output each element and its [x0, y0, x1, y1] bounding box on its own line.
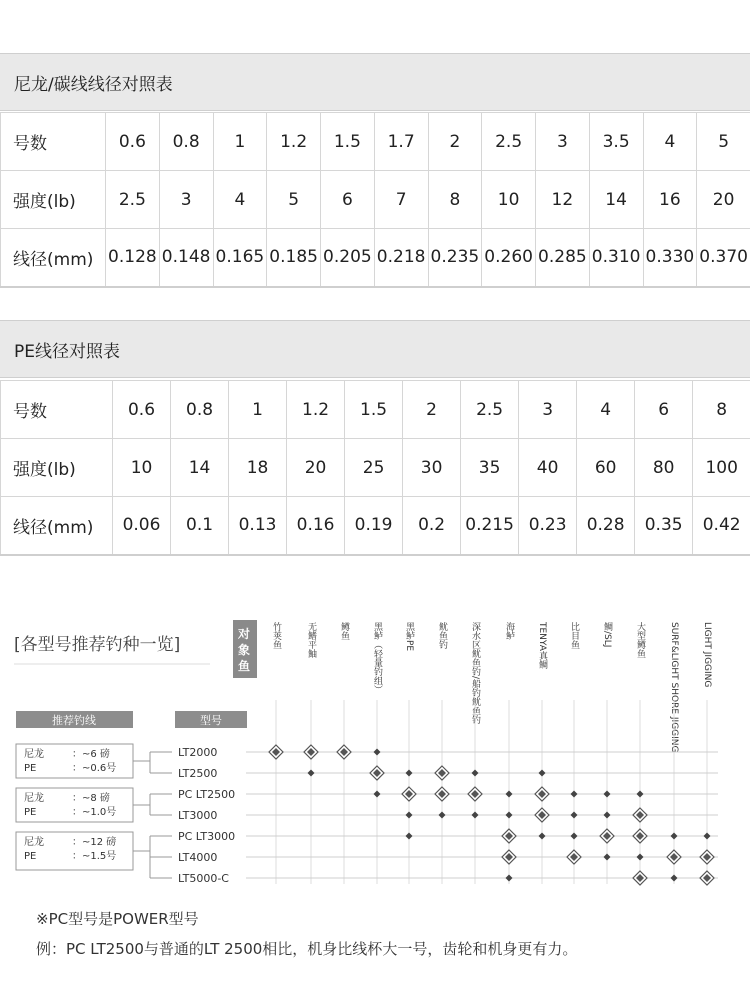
table-cell: 0.16 [287, 497, 345, 555]
table-cell: 0.8 [159, 113, 213, 171]
table-cell: 0.28 [577, 497, 635, 555]
table-cell: 0.218 [374, 229, 428, 287]
line-capacity-value: ：~1.5号 [72, 851, 117, 862]
fish-label: LIGHT JIGGING [702, 622, 712, 688]
table-cell: 10 [113, 439, 171, 497]
model-label: LT3000 [178, 809, 218, 822]
line-type-label: 尼龙 [24, 749, 44, 760]
model-label: PC LT2500 [178, 788, 236, 801]
diamond-small-icon [539, 833, 546, 840]
fish-label: 比目鱼 [569, 622, 579, 649]
line-type-label: PE [24, 807, 37, 818]
table-cell: 2.5 [482, 113, 536, 171]
table-cell: 0.06 [113, 497, 171, 555]
diamond-small-icon [506, 791, 513, 798]
table-cell: 1.5 [321, 113, 375, 171]
line-capacity-value: ：~6 磅 [72, 749, 110, 760]
line-type-label: 尼龙 [24, 837, 44, 848]
row-label: 线径(mm) [1, 497, 113, 555]
model-label: LT2000 [178, 746, 218, 759]
table-cell: 5 [267, 171, 321, 229]
fish-label: 鲷/SLJ [602, 622, 612, 648]
table-cell: 0.35 [635, 497, 693, 555]
diamond-small-icon [472, 770, 479, 777]
table-cell: 0.185 [267, 229, 321, 287]
table-cell: 1.2 [267, 113, 321, 171]
pe-section-title: PE线径对照表 [0, 320, 750, 378]
table-cell: 5 [697, 113, 750, 171]
table-cell: 1.2 [287, 381, 345, 439]
table-cell: 35 [461, 439, 519, 497]
table-row [1, 229, 750, 287]
table-cell: 40 [519, 439, 577, 497]
line-type-label: 尼龙 [24, 793, 44, 804]
row-label: 强度(lb) [1, 439, 113, 497]
table-cell: 6 [321, 171, 375, 229]
diamond-small-icon [406, 770, 413, 777]
table-cell: 2.5 [106, 171, 160, 229]
table-cell: 18 [229, 439, 287, 497]
nylon-section-title: 尼龙/碳线线径对照表 [0, 53, 750, 111]
table-cell: 0.6 [106, 113, 160, 171]
diamond-small-icon [406, 833, 413, 840]
diamond-small-icon [439, 812, 446, 819]
table-cell: 0.148 [159, 229, 213, 287]
diamond-small-icon [637, 854, 644, 861]
table-cell: 2.5 [461, 381, 519, 439]
table-cell: 20 [287, 439, 345, 497]
row-label: 强度(lb) [1, 171, 106, 229]
diamond-small-icon [374, 791, 381, 798]
table-cell: 25 [345, 439, 403, 497]
table-cell: 7 [374, 171, 428, 229]
table-cell: 0.42 [693, 497, 750, 555]
table-cell: 3 [159, 171, 213, 229]
table-row [1, 439, 750, 497]
table-cell: 0.330 [643, 229, 697, 287]
table-cell: 80 [635, 439, 693, 497]
diamond-small-icon [506, 875, 513, 882]
target-label-char: 鱼 [238, 659, 251, 673]
target-label-char: 象 [238, 643, 251, 657]
table-cell: 3 [519, 381, 577, 439]
table-cell: 30 [403, 439, 461, 497]
line-type-label: PE [24, 851, 37, 862]
table-row [1, 171, 750, 229]
fish-label: 大型鳟鱼 [635, 622, 645, 658]
diamond-small-icon [704, 833, 711, 840]
table-cell: 0.285 [536, 229, 590, 287]
fish-label: 海鲈 [504, 622, 514, 640]
line-capacity-value: ：~12 磅 [72, 837, 117, 848]
table-cell: 14 [589, 171, 643, 229]
model-label: LT4000 [178, 851, 218, 864]
table-cell: 4 [213, 171, 267, 229]
table-row [1, 381, 750, 439]
table-cell: 0.260 [482, 229, 536, 287]
diamond-small-icon [406, 812, 413, 819]
table-cell: 0.1 [171, 497, 229, 555]
fish-label: 深水区鱿鱼钓/船钓鱿鱼钓 [470, 622, 480, 725]
line-capacity-value: ：~0.6号 [72, 763, 117, 774]
table-cell: 6 [635, 381, 693, 439]
table-cell: 1 [213, 113, 267, 171]
model-label: PC LT3000 [178, 830, 236, 843]
table-cell: 2 [403, 381, 461, 439]
fish-label: 鳟鱼 [339, 622, 349, 640]
fish-label: 竹荚鱼 [271, 622, 281, 649]
diamond-small-icon [472, 812, 479, 819]
table-cell: 16 [643, 171, 697, 229]
table-cell: 3 [536, 113, 590, 171]
table-cell: 100 [693, 439, 750, 497]
row-label: 线径(mm) [1, 229, 106, 287]
diamond-small-icon [671, 875, 678, 882]
table-cell: 1.7 [374, 113, 428, 171]
diamond-small-icon [604, 812, 611, 819]
table-cell: 0.13 [229, 497, 287, 555]
table-cell: 4 [643, 113, 697, 171]
table-cell: 0.215 [461, 497, 519, 555]
model-header-label: 型号 [200, 714, 222, 727]
table-cell: 4 [577, 381, 635, 439]
diamond-small-icon [571, 833, 578, 840]
table-cell: 10 [482, 171, 536, 229]
diamond-small-icon [308, 770, 315, 777]
diamond-small-icon [637, 791, 644, 798]
table-cell: 12 [536, 171, 590, 229]
diamond-small-icon [604, 791, 611, 798]
table-cell: 20 [697, 171, 750, 229]
nylon-spec-table [0, 112, 750, 288]
fish-label: TENYA真鲷 [537, 622, 547, 669]
table-cell: 0.310 [589, 229, 643, 287]
table-cell: 8 [428, 171, 482, 229]
table-cell: 0.6 [113, 381, 171, 439]
table-cell: 2 [428, 113, 482, 171]
diamond-small-icon [671, 833, 678, 840]
chart-title: [各型号推荐钓种一览] [14, 635, 181, 655]
row-label: 号数 [1, 381, 113, 439]
line-capacity-value: ：~8 磅 [72, 793, 110, 804]
fish-label: 黑鲈（轻量钓组） [372, 622, 382, 694]
table-row [1, 497, 750, 555]
line-type-label: PE [24, 763, 37, 774]
target-label-char: 对 [238, 627, 251, 641]
table-cell: 1.5 [345, 381, 403, 439]
table-cell: 0.165 [213, 229, 267, 287]
diamond-small-icon [506, 812, 513, 819]
pe-spec-table [0, 380, 750, 556]
table-cell: 0.19 [345, 497, 403, 555]
comparison-example-note: 例：PC LT2500与普通的LT 2500相比，机身比线杯大一号，齿轮和机身更有力。 [36, 940, 578, 958]
model-label: LT5000-C [178, 872, 229, 885]
diamond-small-icon [571, 791, 578, 798]
table-row [1, 113, 750, 171]
table-cell: 0.128 [106, 229, 160, 287]
table-cell: 0.2 [403, 497, 461, 555]
table-cell: 0.235 [428, 229, 482, 287]
table-cell: 60 [577, 439, 635, 497]
table-cell: 0.370 [697, 229, 750, 287]
reel-recommendation-chart [0, 598, 750, 898]
fish-label: SURF&LIGHT SHORE JIGGING [669, 622, 679, 753]
diamond-small-icon [539, 770, 546, 777]
table-cell: 14 [171, 439, 229, 497]
model-label: LT2500 [178, 767, 218, 780]
table-cell: 0.23 [519, 497, 577, 555]
table-cell: 1 [229, 381, 287, 439]
row-label: 号数 [1, 113, 106, 171]
table-cell: 0.8 [171, 381, 229, 439]
line-header-label: 推荐钓线 [52, 714, 96, 727]
fish-label: 鱿鱼钓 [437, 622, 447, 649]
table-cell: 8 [693, 381, 750, 439]
table-cell: 0.205 [321, 229, 375, 287]
diamond-small-icon [571, 812, 578, 819]
diamond-small-icon [374, 749, 381, 756]
line-capacity-value: ：~1.0号 [72, 807, 117, 818]
table-cell: 3.5 [589, 113, 643, 171]
fish-label: 黑鲈PE [404, 622, 414, 652]
diamond-small-icon [604, 854, 611, 861]
fish-label: 无鳍平鲉 [306, 622, 316, 658]
pc-model-note: ※PC型号是POWER型号 [36, 910, 199, 928]
